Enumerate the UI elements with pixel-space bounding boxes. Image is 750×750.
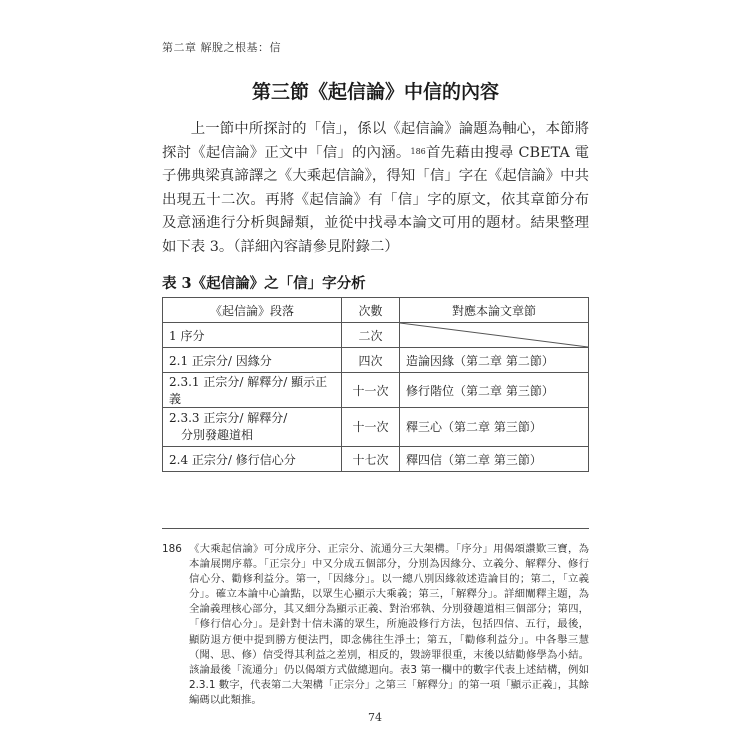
section-title: 第三節《起信論》中信的內容 xyxy=(251,81,499,103)
cell-count: 十一次 xyxy=(342,408,400,447)
cell-section: 2.4 正宗分/ 修行信心分 xyxy=(163,447,342,472)
footnote-reference: 186 xyxy=(410,146,426,156)
table-header-row xyxy=(163,298,589,323)
cell-section: 2.1 正宗分/ 因緣分 xyxy=(163,348,342,373)
table-row xyxy=(163,373,589,408)
cell-chapter: 造論因緣（第二章 第二節） xyxy=(400,348,589,373)
body-paragraph xyxy=(162,118,589,260)
body-text-part1: 上一節中所探討的「信」，係以《起信論》論題為軸心，本節將探討《起信論》正文中「信」的內涵。 xyxy=(162,121,589,161)
running-header: 第二章 解脫之根基：信 xyxy=(162,41,281,54)
cell-count: 十一次 xyxy=(342,373,400,408)
cell-section xyxy=(163,408,342,447)
table-row xyxy=(163,408,589,447)
footnote-number: 186 xyxy=(162,543,182,555)
cell-chapter: 釋四信（第二章 第三節） xyxy=(400,447,589,472)
cell-count: 四次 xyxy=(342,348,400,373)
footnote-text: 《大乘起信論》可分成序分、正宗分、流通分三大架構。「序分」用偈頌讚歎三寶，為本論展開序幕。「正宗分」中又分成五個部分，分別為因緣分、立義分、解釋分、修行信心分、勸修利益分。第一，「因緣分」。以一總八別因緣敘述造論目的；第二，「立義分」。確立本論中心論點，以眾生心顯示大乘義；第三，「解釋分」。詳細闡釋主題，為全論義理核心部分，其又細分為顯示正義、對治邪執、分別發趣道相三個部分；第四，「修行信心分」。是針對十信未滿的眾生，所施設修行方法，包括四信、五行，最後，顯防退方便中提到勝方便法門，即念佛往生淨土；第五，「勸修利益分」。中各舉三慧（聞、思、修）信受得其利益之差別，相反的，毀謗罪很重，末後以結勸修學為小結。該論最後「流通分」仍以偈頌方式做總迴向。表3 第一欄中的數字代表上述結構，例如2.3.1 數字，代表第二大架構「正宗分」之第三「解釋分」的第一項「顯示正義」，其餘編碼以此類推。 xyxy=(189,543,589,706)
cell-section: 1 序分 xyxy=(163,323,342,348)
cell-count: 二次 xyxy=(342,323,400,348)
table-caption: 表 3《起信論》之「信」字分析 xyxy=(162,275,366,292)
diagonal-line xyxy=(400,323,588,347)
table-row xyxy=(163,348,589,373)
page-number: 74 xyxy=(368,711,382,724)
cell-section-line1: 2.3.3 正宗分/ 解釋分/ xyxy=(169,411,288,425)
table-row xyxy=(163,323,589,348)
footnote-divider xyxy=(162,528,589,529)
analysis-table xyxy=(162,297,589,472)
cell-section: 2.3.1 正宗分/ 解釋分/ 顯示正義 xyxy=(163,373,342,408)
header-chapter: 對應本論文章節 xyxy=(400,298,589,323)
cell-count: 十七次 xyxy=(342,447,400,472)
header-section: 《起信論》段落 xyxy=(163,298,342,323)
cell-chapter: 修行階位（第二章 第三節） xyxy=(400,373,589,408)
body-text-part2: 首先藉由搜尋 CBETA 電子佛典梁真諦譯之《大乘起信論》，得知「信」字在《起信論》中共出現五十二次。再將《起信論》有「信」字的原文，依其章節分布及意涵進行分析與歸類，並從中找尋本論文可用的題材。結果整理如下表 3。（詳細內容請參見附錄二） xyxy=(162,144,589,255)
header-count: 次數 xyxy=(342,298,400,323)
cell-chapter: 釋三心（第二章 第三節） xyxy=(400,408,589,447)
cell-chapter-empty xyxy=(400,323,589,348)
cell-section-line2: 分別發趣道相 xyxy=(181,428,254,442)
table-row xyxy=(163,447,589,472)
footnote xyxy=(162,542,589,708)
